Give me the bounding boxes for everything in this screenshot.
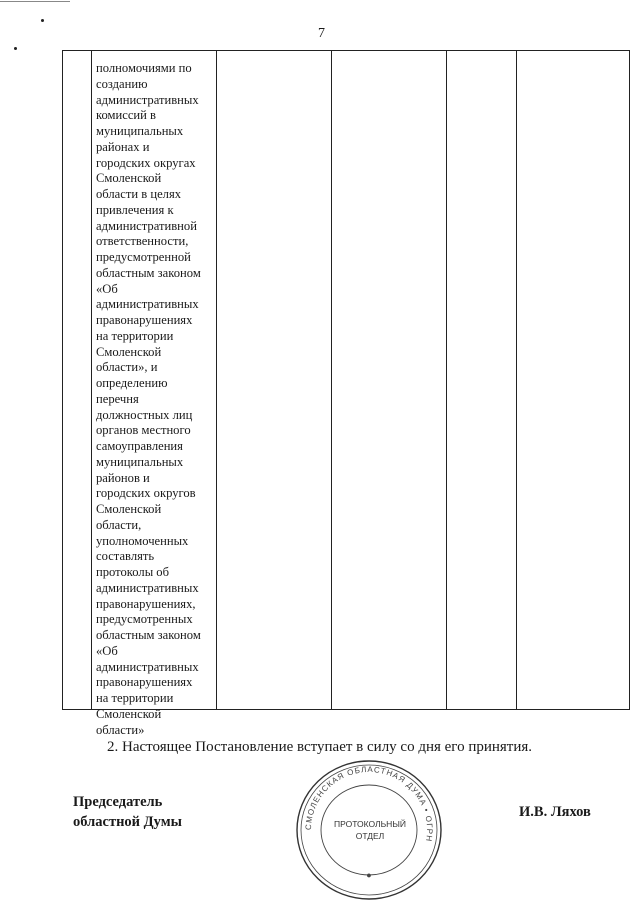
top-edge-rule <box>0 1 70 2</box>
effective-date-statement: 2. Настоящее Постановление вступает в силу со дня его принятия. <box>107 739 533 755</box>
scan-dot-mark <box>41 19 44 22</box>
table-column-divider <box>446 51 447 709</box>
document-table <box>62 50 630 737</box>
table-column-divider <box>516 51 517 709</box>
svg-text:●: ● <box>366 870 372 880</box>
seal-inner-label: ПРОТОКОЛЬНЫЙ ОТДЕЛ <box>334 819 406 841</box>
signatory-title: Председатель областной Думы <box>73 794 182 830</box>
table-column-divider <box>331 51 332 709</box>
scan-dot-mark <box>14 47 17 50</box>
signatory-name: И.В. Ляхов <box>519 804 591 820</box>
table-cell-description: полномочиями по созданию административных комиссий в муниципальных районах и городских округах Смоленской области в целях привлечения к административной ответственности, предусмотренной областным законом «Об административных правонарушениях на территории Смоленской области», и определению перечня должностных лиц органов местного самоуправления муниципальных районов и городских округов Смоленской области, уполномоченных составлять протоколы об административных правонарушениях, предусмотренных областным законом «Об административных правонарушениях на территории Смоленской области» <box>96 61 201 737</box>
table-column-divider <box>91 51 92 709</box>
page-number: 7 <box>318 26 325 41</box>
seal-ring-text: СМОЛЕНСКАЯ ОБЛАСТНАЯ ДУМА • ОГРН <box>303 764 435 843</box>
